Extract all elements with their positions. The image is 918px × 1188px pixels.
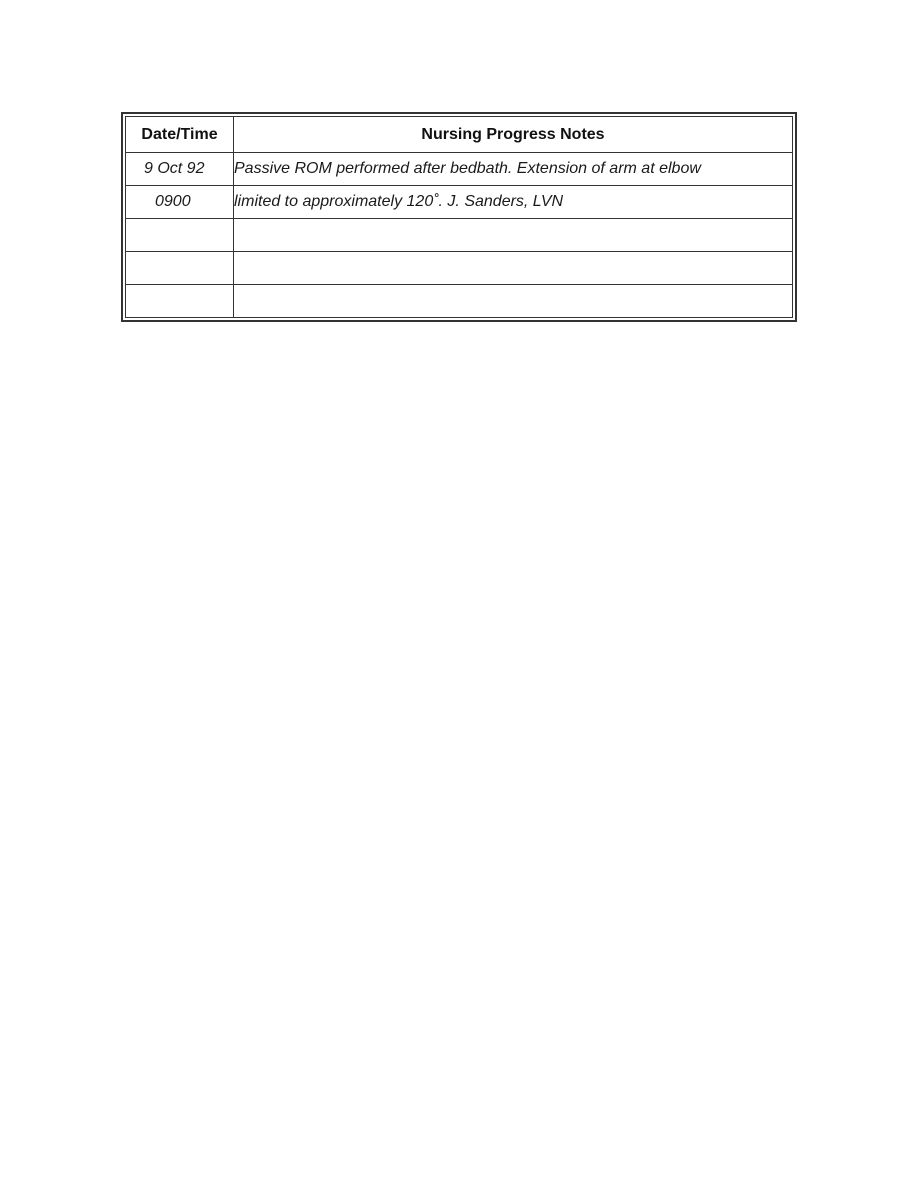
note-cell: limited to approximately 120˚. J. Sanders, LVN	[234, 186, 793, 219]
date-time-header: Date/Time	[126, 117, 234, 153]
table-row	[126, 252, 793, 285]
note-cell: Passive ROM performed after bedbath. Extension of arm at elbow	[234, 153, 793, 186]
note-cell	[234, 252, 793, 285]
nursing-notes-table	[125, 116, 793, 318]
date-cell: 9 Oct 92	[126, 153, 234, 186]
date-cell	[126, 285, 234, 318]
table-row	[126, 153, 793, 186]
note-cell	[234, 219, 793, 252]
table-row	[126, 285, 793, 318]
table-row	[126, 219, 793, 252]
nursing-progress-notes-header: Nursing Progress Notes	[234, 117, 793, 153]
header-row	[126, 117, 793, 153]
nursing-notes-form	[121, 112, 797, 322]
date-cell	[126, 252, 234, 285]
date-cell	[126, 219, 234, 252]
note-cell	[234, 285, 793, 318]
table-row	[126, 186, 793, 219]
time-cell: 0900	[126, 186, 234, 219]
